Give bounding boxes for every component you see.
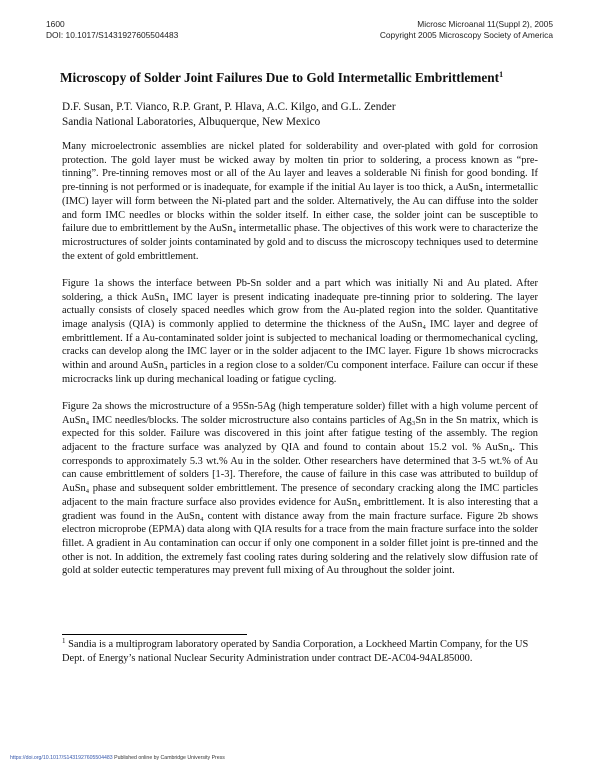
paragraph-intro: Many microelectronic assemblies are nickel plated for solderability and over-plated with gold for corrosion protection. The gold layer must be wicked away by molten tin prior to soldering, a process known as “pre-tinning”. Pre-tinning removes most or all of the Au layer and leaves a solderable Ni finish for good bonding. If pre-tinning is not performed or is inadequate, for example if the initial Au layer is too thick, a AuSn₄ intermetallic (IMC) layer will form between the Ni-plated part and the solder. Alternatively, the Au can diffuse into the solder and form IMC needles or blocks within the solder itself. In either case, the solder joint can be susceptible to failure due to embrittlement by the AuSn₄ intermetallic phase. The objectives of this work were to characterize the microstructures of solder joints contaminated by gold and to discuss the microscopy techniques used to determine the extent of gold embrittlement. <box>62 141 538 262</box>
paper-title-text: Microscopy of Solder Joint Failures Due to Gold Intermetallic Embrittlement <box>60 70 500 85</box>
running-header-right <box>380 19 553 40</box>
running-header-left <box>46 19 178 40</box>
footnote-divider <box>62 634 247 635</box>
doi-line: DOI: 10.1017/S1431927605504483 <box>46 29 179 40</box>
copyright-line: Copyright 2005 Microscopy Society of America <box>379 29 553 40</box>
journal-citation: Microsc Microanal 11(Suppl 2), 2005 <box>417 19 553 29</box>
publisher-footer <box>10 755 225 761</box>
doi-link[interactable]: https://doi.org/10.1017/S1431927605504483 <box>10 755 113 761</box>
page-number: 1600 <box>46 19 65 29</box>
author-block <box>62 100 532 130</box>
paper-title <box>60 70 550 86</box>
footnote-mark: 1 <box>62 637 66 645</box>
paragraph-figure-2: Figure 2a shows the microstructure of a 95Sn-5Ag (high temperature solder) fillet with a high volume percent of AuSn₄ IMC needles/blocks. The solder microstructure also contains particles of Ag₃Sn in the Sn matrix, which is expected for this solder. Failure was discovered in this joint after fatigue testing of the assembly. The region adjacent to the fracture surface was analyzed by QIA and found to contain about 15.2 vol. % AuSn₄. This corresponds to approximately 5.3 wt.% Au in the solder. Other researchers have determined that 3-5 wt.% of Au can cause embrittlement of solders [1-3]. Therefore, the cause of failure in this case was attributed to buildup of AuSn₄ phase and subsequent solder embrittlement. The presence of secondary cracking along the IMC particles adjacent to the main fracture surface also provides evidence for AuSn₄ embrittlement. It is also interesting that a gradient was found in the AuSn₄ content with distance away from the main fracture surface. Figure 2b shows electron microprobe (EPMA) data along with QIA results for a trace from the main fracture surface into the solder fillet. A gradient in Au contamination can occur if only one component in a solder fillet joint is pre-tinned and the other is not. In addition, the extremely fast cooling rates during soldering and the relatively slow diffusion rate of gold at solder eutectic temperatures may prevent full mixing of Au throughout the solder joint. <box>62 400 538 577</box>
author-names: D.F. Susan, P.T. Vianco, R.P. Grant, P. Hlava, A.C. Kilgo, and G.L. Zender <box>62 101 396 113</box>
title-footnote-mark: 1 <box>499 70 504 79</box>
footnote-text: Sandia is a multiprogram laboratory operated by Sandia Corporation, a Lockheed Martin Company, for the US Dept. of Energy’s national Nuclear Security Administration under contract DE-AC04-94AL85000. <box>62 639 529 664</box>
body-text <box>62 140 538 578</box>
author-affiliation: Sandia National Laboratories, Albuquerque, New Mexico <box>62 116 321 128</box>
footnote <box>62 638 538 666</box>
paragraph-figure-1: Figure 1a shows the interface between Pb-Sn solder and a part which was initially Ni and Au plated. After soldering, a thick AuSn₄ IMC layer is present indicating inadequate pre-tinning prior to soldering. The layer actually consists of closely spaced needles which grow from the Au-plated region into the solder. Quantitative image analysis (QIA) is commonly applied to determine the thickness of the AuSn₄ IMC layer and degree of embrittlement. If a Au-contaminated solder joint is subjected to mechanical loading or thermomechanical cycling, cracks can develop along the IMC layer or in the solder adjacent to the IMC layer. Figure 1b shows microcracks within and around AuSn₄ particles in a region close to a solder/Cu component interface. Failure can occur if these microcracks link up during mechanical loading or fatigue cycling. <box>62 277 538 385</box>
publisher-note: Published online by Cambridge University Press <box>112 755 225 761</box>
